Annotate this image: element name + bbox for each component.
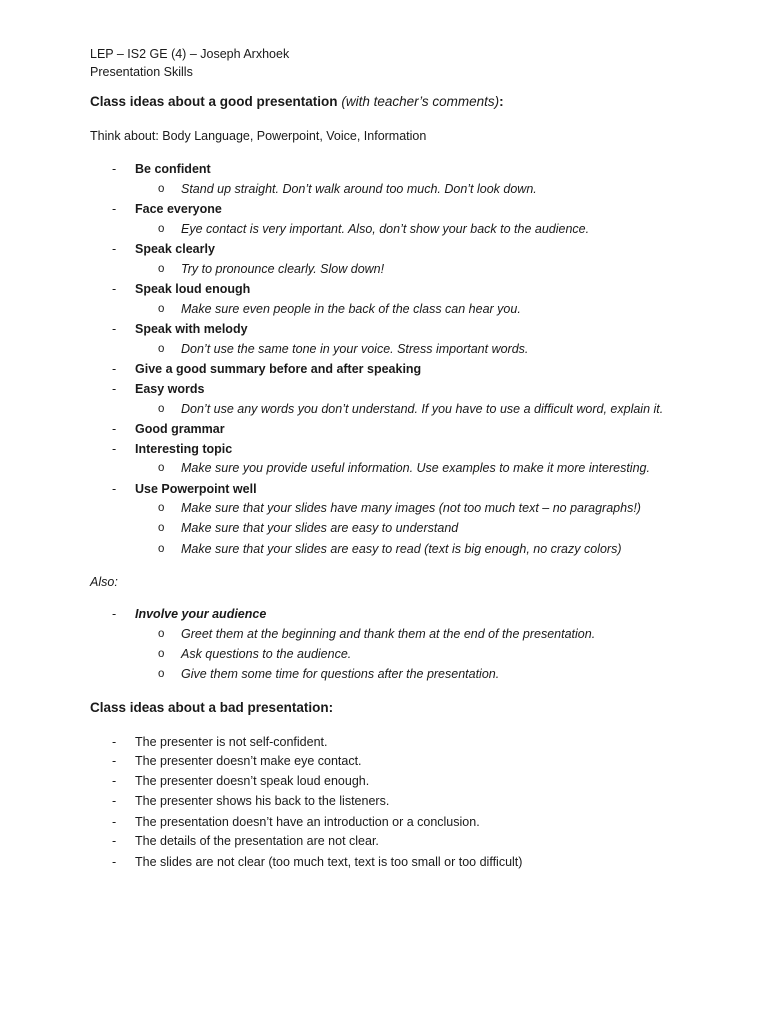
- list-dash: -: [112, 834, 117, 848]
- list-item: The presenter doesn’t make eye contact.: [135, 754, 362, 768]
- sub-item: Greet them at the beginning and thank them at the end of the presentation.: [181, 627, 596, 641]
- sub-bullet: o: [158, 183, 165, 195]
- list-dash: -: [112, 282, 117, 296]
- sub-bullet: o: [158, 303, 165, 315]
- list-dash: -: [112, 482, 117, 496]
- list-item: Use Powerpoint well: [135, 482, 257, 496]
- sub-bullet: o: [158, 403, 165, 415]
- good-heading-text: Class ideas about a good presentation: [90, 94, 338, 109]
- sub-item: Don’t use any words you don’t understand. If you have to use a difficult word, explain it.: [181, 402, 664, 416]
- list-item: The details of the presentation are not clear.: [135, 834, 379, 848]
- list-dash: -: [112, 815, 117, 829]
- list-dash: -: [112, 242, 117, 256]
- sub-item: Make sure that your slides are easy to read (text is big enough, no crazy colors): [181, 542, 622, 556]
- list-item: Good grammar: [135, 422, 225, 436]
- list-dash: -: [112, 607, 117, 621]
- list-item: Give a good summary before and after speaking: [135, 362, 422, 376]
- list-item: Face everyone: [135, 202, 222, 216]
- sub-bullet: o: [158, 343, 165, 355]
- sub-item: Eye contact is very important. Also, don’t show your back to the audience.: [181, 222, 590, 236]
- list-item: Be confident: [135, 162, 211, 176]
- sub-bullet: o: [158, 502, 165, 514]
- sub-item: Ask questions to the audience.: [181, 647, 352, 661]
- list-dash: -: [112, 754, 117, 768]
- bad-presentation-heading: Class ideas about a bad presentation:: [90, 700, 334, 715]
- sub-bullet: o: [158, 543, 165, 555]
- list-dash: -: [112, 735, 117, 749]
- sub-bullet: o: [158, 668, 165, 680]
- list-item: The presenter doesn’t speak loud enough.: [135, 774, 370, 788]
- list-item: Easy words: [135, 382, 205, 396]
- sub-item: Make sure that your slides are easy to understand: [181, 521, 459, 535]
- sub-item: Don’t use the same tone in your voice. Stress important words.: [181, 342, 529, 356]
- sub-item: Stand up straight. Don’t walk around too much. Don’t look down.: [181, 182, 537, 196]
- also-label: Also:: [90, 575, 118, 589]
- list-item: The presentation doesn’t have an introduction or a conclusion.: [135, 815, 480, 829]
- list-item: The presenter is not self-confident.: [135, 735, 328, 749]
- sub-bullet: o: [158, 648, 165, 660]
- sub-bullet: o: [158, 223, 165, 235]
- sub-item: Make sure that your slides have many images (not too much text – no paragraphs!): [181, 501, 641, 515]
- list-item: Speak clearly: [135, 242, 215, 256]
- list-item: Interesting topic: [135, 442, 233, 456]
- list-dash: -: [112, 422, 117, 436]
- list-dash: -: [112, 774, 117, 788]
- list-dash: -: [112, 855, 117, 869]
- list-item: Involve your audience: [135, 607, 267, 621]
- sub-bullet: o: [158, 263, 165, 275]
- list-dash: -: [112, 794, 117, 808]
- good-presentation-heading: [90, 94, 504, 110]
- list-dash: -: [112, 442, 117, 456]
- list-item: Speak loud enough: [135, 282, 251, 296]
- sub-item: Make sure even people in the back of the class can hear you.: [181, 302, 521, 316]
- list-item: Speak with melody: [135, 322, 248, 336]
- list-dash: -: [112, 362, 117, 376]
- sub-bullet: o: [158, 462, 165, 474]
- sub-item: Try to pronounce clearly. Slow down!: [181, 262, 385, 276]
- good-heading-note: (with teacher’s comments): [341, 94, 500, 109]
- list-dash: -: [112, 382, 117, 396]
- list-dash: -: [112, 202, 117, 216]
- good-heading-colon: :: [499, 94, 504, 109]
- sub-bullet: o: [158, 522, 165, 534]
- list-item: The slides are not clear (too much text, text is too small or too difficult): [135, 855, 523, 869]
- list-dash: -: [112, 162, 117, 176]
- think-about-line: Think about: Body Language, Powerpoint, Voice, Information: [90, 129, 427, 143]
- header-course-line: LEP – IS2 GE (4) – Joseph Arxhoek: [90, 47, 290, 61]
- list-item: The presenter shows his back to the listeners.: [135, 794, 390, 808]
- sub-item: Make sure you provide useful information. Use examples to make it more interesting.: [181, 461, 650, 475]
- sub-bullet: o: [158, 628, 165, 640]
- sub-item: Give them some time for questions after the presentation.: [181, 667, 500, 681]
- list-dash: -: [112, 322, 117, 336]
- header-subject-line: Presentation Skills: [90, 65, 193, 79]
